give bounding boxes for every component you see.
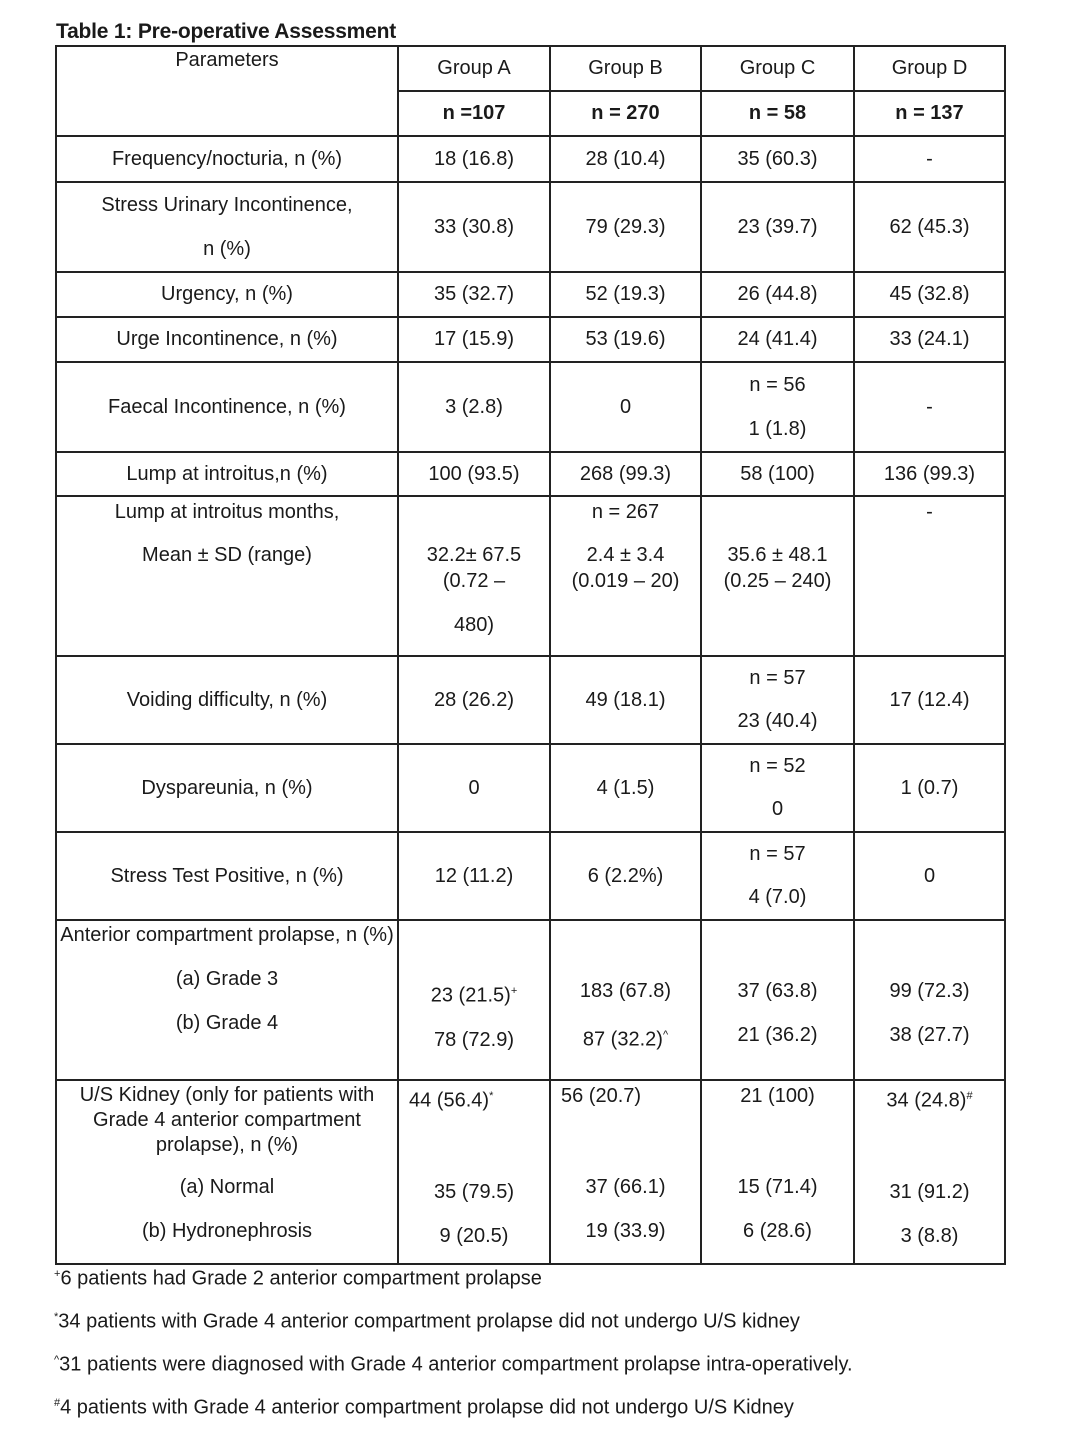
row-label: Faecal Incontinence, n (%) [56, 362, 398, 452]
cell-value: 23 (39.7) [701, 182, 854, 272]
parameters-header: Parameters [56, 46, 398, 136]
cell-value: 53 (19.6) [550, 317, 701, 362]
cell-line: 9 (20.5) [439, 1224, 509, 1247]
footnote-mark: + [54, 1268, 61, 1280]
row-label-line: (b) Hydronephrosis [141, 1220, 313, 1242]
cell-line: 35.6 ± 48.1 [727, 544, 828, 566]
cell-value: 79 (29.3) [550, 182, 701, 272]
cell-line: 23 (40.4) [737, 710, 818, 732]
cell-value: 17 (15.9) [398, 317, 550, 362]
group-a-header: Group A [398, 46, 550, 91]
cell-subgroup-n: n = 52 [749, 755, 806, 777]
footnote-text: 34 patients with Grade 4 anterior compartment prolapse did not undergo U/S kidney [58, 1310, 800, 1333]
row-label-line: U/S Kidney (only for patients with Grade 4 anterior compartment prolapse), n (%) [79, 1084, 375, 1156]
cell-line: 31 (91.2) [889, 1180, 970, 1203]
cell-subgroup-n: n = 57 [749, 667, 806, 689]
cell-value [854, 1080, 1005, 1264]
row-label: Dyspareunia, n (%) [56, 744, 398, 832]
cell-line [399, 1083, 549, 1114]
cell-value [701, 832, 854, 920]
preoperative-assessment-table [55, 45, 1006, 1265]
footnote-mark: ^ [662, 1029, 669, 1041]
cell-value: 12 (11.2) [398, 832, 550, 920]
row-label: Urge Incontinence, n (%) [56, 317, 398, 362]
table-row [56, 744, 1005, 832]
footnote [54, 1391, 853, 1434]
cell-value: 0 [550, 362, 701, 452]
cell-line: 37 (66.1) [585, 1176, 666, 1198]
cell-line [855, 1083, 1004, 1114]
table-row [56, 496, 1005, 656]
cell-value: 18 (16.8) [398, 136, 550, 182]
group-d-header: Group D [854, 46, 1005, 91]
row-label-line: Mean ± SD (range) [142, 544, 312, 566]
group-a-n: n =107 [398, 91, 550, 136]
row-label: Stress Test Positive, n (%) [56, 832, 398, 920]
cell-line: 38 (27.7) [889, 1024, 970, 1046]
group-c-header: Group C [701, 46, 854, 91]
cell-value: 268 (99.3) [550, 452, 701, 496]
row-label-line: Lump at introitus months, [114, 501, 340, 523]
footnote-text: 31 patients were diagnosed with Grade 4 anterior compartment prolapse intra-operatively. [59, 1353, 853, 1376]
cell-value: 62 (45.3) [854, 182, 1005, 272]
cell-line: 4 (7.0) [748, 886, 807, 908]
footnote-mark: * [489, 1090, 494, 1102]
cell-text: 23 (21.5) [430, 984, 511, 1007]
row-label [56, 182, 398, 272]
group-b-header: Group B [550, 46, 701, 91]
cell-value: 1 (0.7) [854, 744, 1005, 832]
footnote [54, 1262, 853, 1305]
cell-line: 37 (63.8) [737, 980, 818, 1002]
footnotes [54, 1262, 853, 1434]
row-label-line: (b) Grade 4 [175, 1012, 279, 1034]
cell-value [701, 744, 854, 832]
row-label-line: Stress Urinary Incontinence, [101, 194, 353, 216]
cell-value [550, 496, 701, 656]
cell-value: 26 (44.8) [701, 272, 854, 317]
cell-value [701, 496, 854, 656]
footnote-mark: + [510, 985, 518, 997]
table-row [56, 136, 1005, 182]
footnote-mark: # [54, 1397, 61, 1409]
table-row [56, 656, 1005, 744]
table-row [56, 362, 1005, 452]
cell-line: 3 (8.8) [900, 1224, 959, 1247]
row-label [56, 920, 398, 1080]
cell-line: 1 (1.8) [748, 418, 807, 440]
header-row [56, 46, 1005, 91]
cell-text: 34 (24.8) [886, 1089, 967, 1112]
cell-line: 0 [771, 798, 784, 820]
cell-value [854, 920, 1005, 1080]
cell-line: 35 (79.5) [433, 1180, 515, 1203]
cell-value: 33 (24.1) [854, 317, 1005, 362]
cell-text: 87 (32.2) [582, 1028, 663, 1051]
cell-line [399, 977, 549, 1010]
cell-line [551, 1021, 700, 1054]
cell-line: 21 (100) [740, 1085, 815, 1107]
cell-line: 32.2± 67.5 [426, 544, 522, 566]
table-row [56, 272, 1005, 317]
cell-value: 33 (30.8) [398, 182, 550, 272]
table-row [56, 452, 1005, 496]
cell-value: 52 (19.3) [550, 272, 701, 317]
cell-value: 49 (18.1) [550, 656, 701, 744]
cell-line: 6 (28.6) [743, 1220, 812, 1242]
cell-line: 2.4 ± 3.4 [586, 544, 665, 566]
row-label-line: n (%) [203, 238, 251, 260]
cell-value [701, 656, 854, 744]
row-label-line: Anterior compartment prolapse, n (%) [60, 924, 394, 946]
cell-line: 21 (36.2) [737, 1024, 818, 1046]
cell-line: 56 (20.7) [561, 1085, 642, 1107]
cell-value [550, 920, 701, 1080]
table-row [56, 1080, 1005, 1264]
cell-value: 35 (60.3) [701, 136, 854, 182]
row-label: Voiding difficulty, n (%) [56, 656, 398, 744]
cell-line: (0.72 – [442, 570, 506, 592]
cell-value: 136 (99.3) [854, 452, 1005, 496]
group-c-n: n = 58 [701, 91, 854, 136]
cell-line: 19 (33.9) [585, 1220, 666, 1242]
table-row [56, 182, 1005, 272]
row-label: Urgency, n (%) [56, 272, 398, 317]
cell-subgroup-n: n = 267 [591, 501, 660, 523]
cell-line: (0.25 – 240) [723, 570, 832, 592]
footnote [54, 1348, 853, 1391]
row-label-line: (a) Normal [179, 1176, 275, 1198]
footnote-text: 6 patients had Grade 2 anterior compartment prolapse [60, 1267, 542, 1290]
cell-value: 4 (1.5) [550, 744, 701, 832]
cell-line: - [926, 501, 933, 523]
cell-value: 6 (2.2%) [550, 832, 701, 920]
footnote-mark: # [966, 1090, 973, 1102]
table-row [56, 920, 1005, 1080]
cell-value: 3 (2.8) [398, 362, 550, 452]
cell-value: 0 [854, 832, 1005, 920]
cell-value: 17 (12.4) [854, 656, 1005, 744]
cell-line: 480) [453, 614, 495, 636]
table-row [56, 317, 1005, 362]
footnote-mark: * [54, 1311, 59, 1323]
cell-value [398, 1080, 550, 1264]
cell-value: - [854, 136, 1005, 182]
cell-value: 28 (26.2) [398, 656, 550, 744]
cell-value: 35 (32.7) [398, 272, 550, 317]
group-d-n: n = 137 [854, 91, 1005, 136]
cell-value [398, 496, 550, 656]
cell-value [701, 1080, 854, 1264]
footnote-text: 4 patients with Grade 4 anterior compartment prolapse did not undergo U/S Kidney [60, 1396, 794, 1419]
cell-subgroup-n: n = 56 [749, 374, 806, 396]
footnote [54, 1305, 853, 1348]
footnote-mark: ^ [54, 1354, 60, 1366]
cell-value [701, 362, 854, 452]
row-label-line: (a) Grade 3 [175, 968, 279, 990]
row-label [56, 496, 398, 656]
row-label: Frequency/nocturia, n (%) [56, 136, 398, 182]
cell-value: 100 (93.5) [398, 452, 550, 496]
cell-value [550, 1080, 701, 1264]
table-row [56, 832, 1005, 920]
cell-line: 15 (71.4) [737, 1176, 818, 1198]
cell-subgroup-n: n = 57 [749, 843, 806, 865]
row-label: Lump at introitus,n (%) [56, 452, 398, 496]
cell-line: 78 (72.9) [433, 1028, 515, 1051]
cell-text: 44 (56.4) [409, 1089, 490, 1112]
group-b-n: n = 270 [550, 91, 701, 136]
table-caption: Table 1: Pre-operative Assessment [56, 20, 397, 43]
row-label [56, 1080, 398, 1264]
cell-line: (0.019 – 20) [571, 570, 680, 592]
cell-value: 0 [398, 744, 550, 832]
cell-line: 183 (67.8) [579, 980, 672, 1002]
cell-value [701, 920, 854, 1080]
cell-value: 58 (100) [701, 452, 854, 496]
cell-value [398, 920, 550, 1080]
cell-value: - [854, 362, 1005, 452]
cell-value: 28 (10.4) [550, 136, 701, 182]
cell-value: 45 (32.8) [854, 272, 1005, 317]
cell-line: 99 (72.3) [889, 980, 970, 1002]
cell-value: 24 (41.4) [701, 317, 854, 362]
cell-value [854, 496, 1005, 656]
